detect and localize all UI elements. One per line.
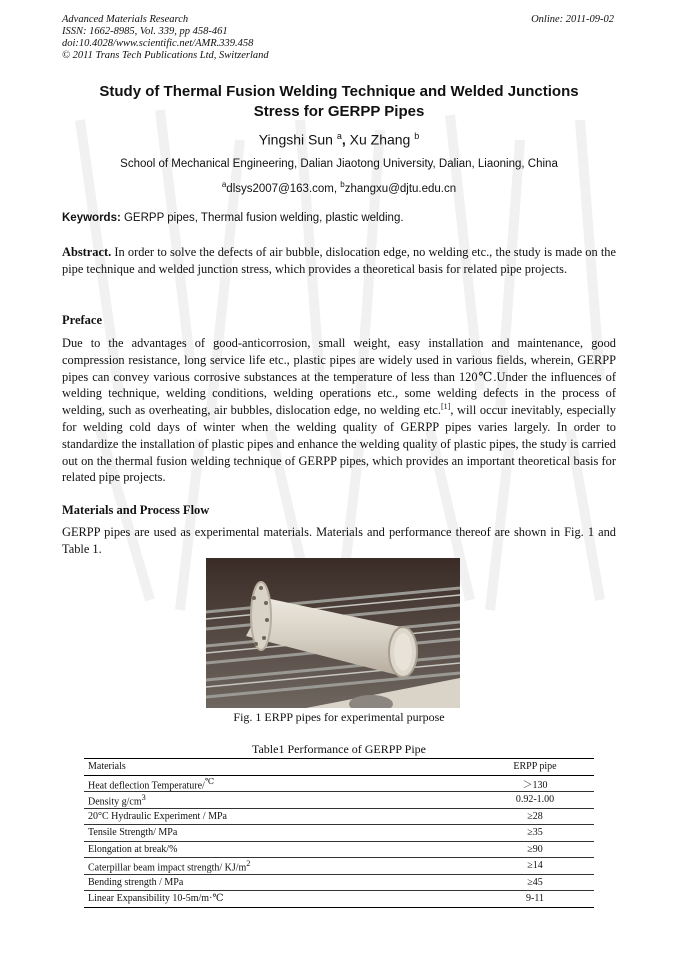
author-2: Xu Zhang	[345, 131, 411, 148]
table-row	[84, 841, 594, 858]
row-name: Bending strength / MPa	[84, 874, 476, 891]
row-value: ≥90	[476, 841, 594, 858]
table-row	[84, 808, 594, 825]
row-value: 9-11	[476, 891, 594, 908]
author-separator: ,	[341, 131, 346, 148]
row-label: Density g/cm	[88, 795, 142, 807]
journal-name: Advanced Materials Research	[62, 14, 189, 25]
figure-caption: Fig. 1 ERPP pipes for experimental purpose	[233, 710, 445, 724]
row-unit: ℃	[212, 893, 224, 905]
header-value: ERPP pipe	[476, 759, 594, 776]
table-row	[84, 775, 594, 792]
journal-issn: ISSN: 1662-8985, Vol. 339, pp 458-461	[62, 26, 228, 37]
preface-paragraph	[62, 335, 616, 486]
table-row	[84, 792, 594, 809]
author-1-sup: a	[336, 131, 342, 141]
author-1: Yingshi Sun	[258, 131, 333, 148]
journal-header	[62, 14, 269, 62]
row-value: ≥28	[476, 808, 594, 825]
row-name: Tensile Strength/ MPa	[84, 825, 476, 842]
row-label: Linear Expansibility 10-5m/m·	[88, 893, 213, 905]
materials-paragraph: GERPP pipes are used as experimental materials. Materials and performance thereof are shown in Fig. 1 and Table 1.	[62, 525, 616, 556]
row-value: ≥45	[476, 874, 594, 891]
table-row	[84, 825, 594, 842]
table-row	[84, 858, 594, 875]
materials-heading: Materials and Process Flow	[62, 503, 210, 517]
row-unit: ℃	[204, 776, 215, 786]
row-sup: 2	[246, 858, 251, 868]
row-label: Caterpillar beam impact strength/ KJ/m	[88, 861, 247, 873]
email-a-sup: a	[221, 180, 227, 189]
author-2-sup: b	[414, 131, 420, 141]
journal-copyright: © 2011 Trans Tech Publications Ltd, Switzerland	[62, 50, 269, 61]
performance-table	[84, 758, 594, 908]
table-row	[84, 874, 594, 891]
row-value: ≥14	[476, 858, 594, 875]
keywords	[62, 212, 616, 224]
authors	[62, 131, 616, 148]
table-header-row	[84, 759, 594, 776]
email-b: zhangxu@djtu.edu.cn	[344, 182, 457, 195]
emails	[62, 180, 616, 195]
row-sup: 3	[141, 792, 146, 802]
preface-text-2: , will occur inevitably, especially for welding cold days of winter when the welding quality of GERPP pipes varies largely. In order to standardize the installation of plastic pipes and enhance the welding quality of plastic pipes, the study is carried out on the thermal fusion welding technique of GERPP pipes, which provides an important theoretical basis for related pipe projects.	[62, 403, 616, 485]
row-label: Heat deflection Temperature/	[88, 779, 205, 791]
pipes-illustration	[206, 558, 460, 708]
row-name	[84, 891, 476, 908]
row-value: ＞130	[476, 775, 594, 792]
abstract-label: Abstract.	[62, 245, 112, 259]
preface-heading: Preface	[62, 313, 103, 327]
row-name: 20°C Hydraulic Experiment / MPa	[84, 808, 476, 825]
preface-text-1: Due to the advantages of good-anticorrosion, small weight, easy installation and maintenance, good compression resistance, long service life etc., plastic pipes are widely used in various fields, wherein, GERPP pipes can convey various corrosive substances at the temperature of less than 120℃.Under the influences of welding technique, welding conditions, welding operations etc., some welding defects in the process of welding, such as overheating, air bubbles, dislocation edge, no welding etc.	[62, 336, 616, 418]
title-line-1: Study of Thermal Fusion Welding Technique and Welded Junctions	[99, 83, 579, 100]
online-date: Online: 2011-09-02	[531, 14, 614, 25]
header-materials: Materials	[84, 759, 476, 776]
paper-title	[62, 82, 616, 122]
row-name: Elongation at break/%	[84, 841, 476, 858]
row-name	[84, 792, 476, 809]
abstract-text: In order to solve the defects of air bubble, dislocation edge, no welding etc., the study is made on the pipe technique and welded junction stress, which provides a theoretical basis for related pipe projects.	[62, 245, 616, 276]
row-name	[84, 858, 476, 875]
table-title: Table1 Performance of GERPP Pipe	[251, 742, 426, 756]
row-value: 0.92-1.00	[476, 792, 594, 809]
row-value: ≥35	[476, 825, 594, 842]
affiliation: School of Mechanical Engineering, Dalian Jiaotong University, Dalian, Liaoning, China	[120, 158, 558, 170]
email-b-sup: b	[340, 180, 345, 189]
email-a: dlsys2007@163.com,	[226, 182, 338, 195]
title-line-2: Stress for GERPP Pipes	[253, 103, 425, 120]
row-name	[84, 775, 476, 792]
abstract	[62, 244, 616, 277]
table-row	[84, 891, 594, 908]
keywords-text: GERPP pipes, Thermal fusion welding, plastic welding.	[120, 212, 404, 224]
figure-pipes-photo	[206, 558, 460, 708]
citation: [1]	[441, 402, 451, 412]
keywords-label: Keywords:	[62, 212, 121, 224]
journal-doi: doi:10.4028/www.scientific.net/AMR.339.458	[62, 38, 254, 49]
